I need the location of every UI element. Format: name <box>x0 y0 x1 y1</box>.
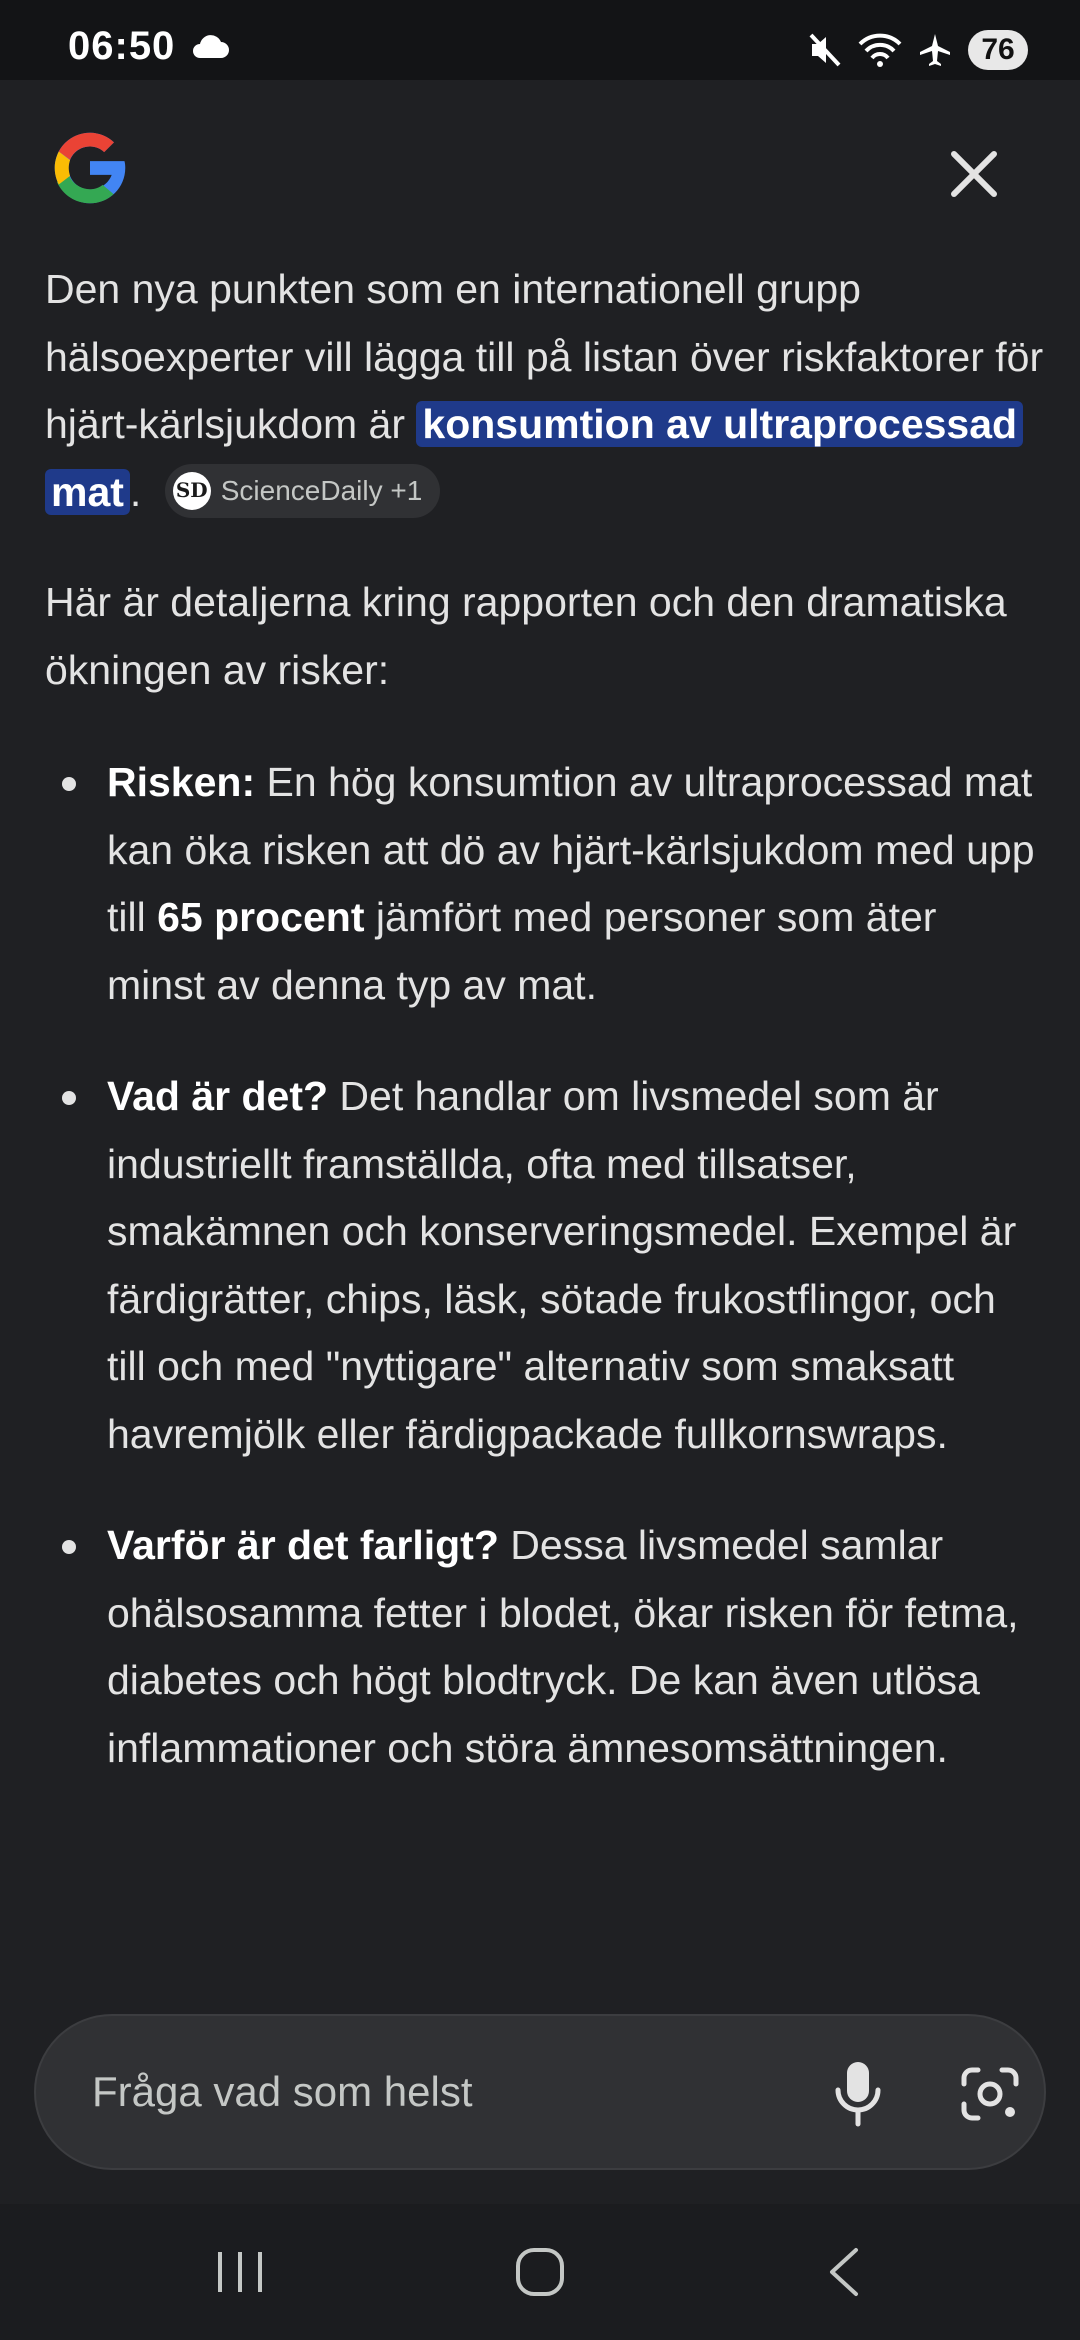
source-chip[interactable] <box>165 464 441 518</box>
highlighted-answer: konsumtion av ultraprocessad mat <box>45 401 1023 515</box>
status-bar <box>0 0 1080 80</box>
sciencedaily-logo: SD <box>173 472 211 510</box>
microphone-icon[interactable] <box>830 2060 886 2128</box>
ask-input-placeholder: Fråga vad som helst <box>92 2068 473 2115</box>
list-item <box>45 749 1045 1019</box>
bullet-text: Det handlar om livsmedel som är industriellt framställda, ofta med tillsatser, smakämnen och konserveringsmedel. Exempel är färdigrätter, chips, läsk, sötade frukostflingor, och till och med "nyttigare" alternativ som smaksatt havremjölk eller färdigpackade fullkornswraps. <box>107 1073 1017 1457</box>
back-icon[interactable] <box>824 2246 864 2298</box>
intro-text: Den nya punkten som en internationell grupp hälsoexperter vill lägga till på listan över riskfaktorer för hjärt-kärlsjukdom är <box>45 266 1044 447</box>
wifi-icon <box>858 32 902 68</box>
bullet-title: Vad är det? <box>107 1073 329 1119</box>
list-item <box>45 1512 1045 1782</box>
mute-icon <box>808 32 842 68</box>
navigation-bar <box>0 2204 1080 2340</box>
battery-icon: 76 <box>968 30 1028 70</box>
bullet-text: En hög konsumtion av ultraprocessad mat kan öka risken att dö av hjärt-kärlsjukdom med upp till <box>107 759 1035 940</box>
cloud-icon <box>190 34 230 60</box>
bullet-text: jämfört med personer som äter minst av denna typ av mat. <box>107 894 937 1008</box>
recents-icon[interactable] <box>214 2248 266 2296</box>
status-time: 06:50 <box>68 24 176 68</box>
airplane-icon <box>918 32 952 68</box>
google-g-logo <box>44 122 136 214</box>
close-icon[interactable] <box>940 140 1008 208</box>
ask-input[interactable] <box>34 2014 1046 2170</box>
bullet-text: Dessa livsmedel samlar ohälsosamma fetter i blodet, ökar risken för fetma, diabetes och högt blodtryck. De kan även utlösa inflammationer och störa ämnesomsättningen. <box>107 1522 1019 1771</box>
answer-content <box>45 256 1045 1826</box>
list-item <box>45 1063 1045 1468</box>
source-chip-label: ScienceDaily +1 <box>220 474 423 506</box>
google-lens-icon[interactable] <box>958 2064 1022 2124</box>
bullet-title: Risken: <box>107 759 256 805</box>
bullet-title: Varför är det farligt? <box>107 1522 499 1568</box>
intro-paragraph <box>45 256 1045 526</box>
bullet-list <box>45 749 1045 1782</box>
intro-period: . <box>129 468 142 515</box>
home-icon[interactable] <box>514 2246 566 2298</box>
ai-answer-sheet <box>0 80 1080 2204</box>
details-paragraph: Här är detaljerna kring rapporten och den dramatiska ökningen av risker: <box>45 579 1007 693</box>
bullet-bold-value: 65 procent <box>157 894 365 940</box>
status-icons <box>808 28 1028 72</box>
